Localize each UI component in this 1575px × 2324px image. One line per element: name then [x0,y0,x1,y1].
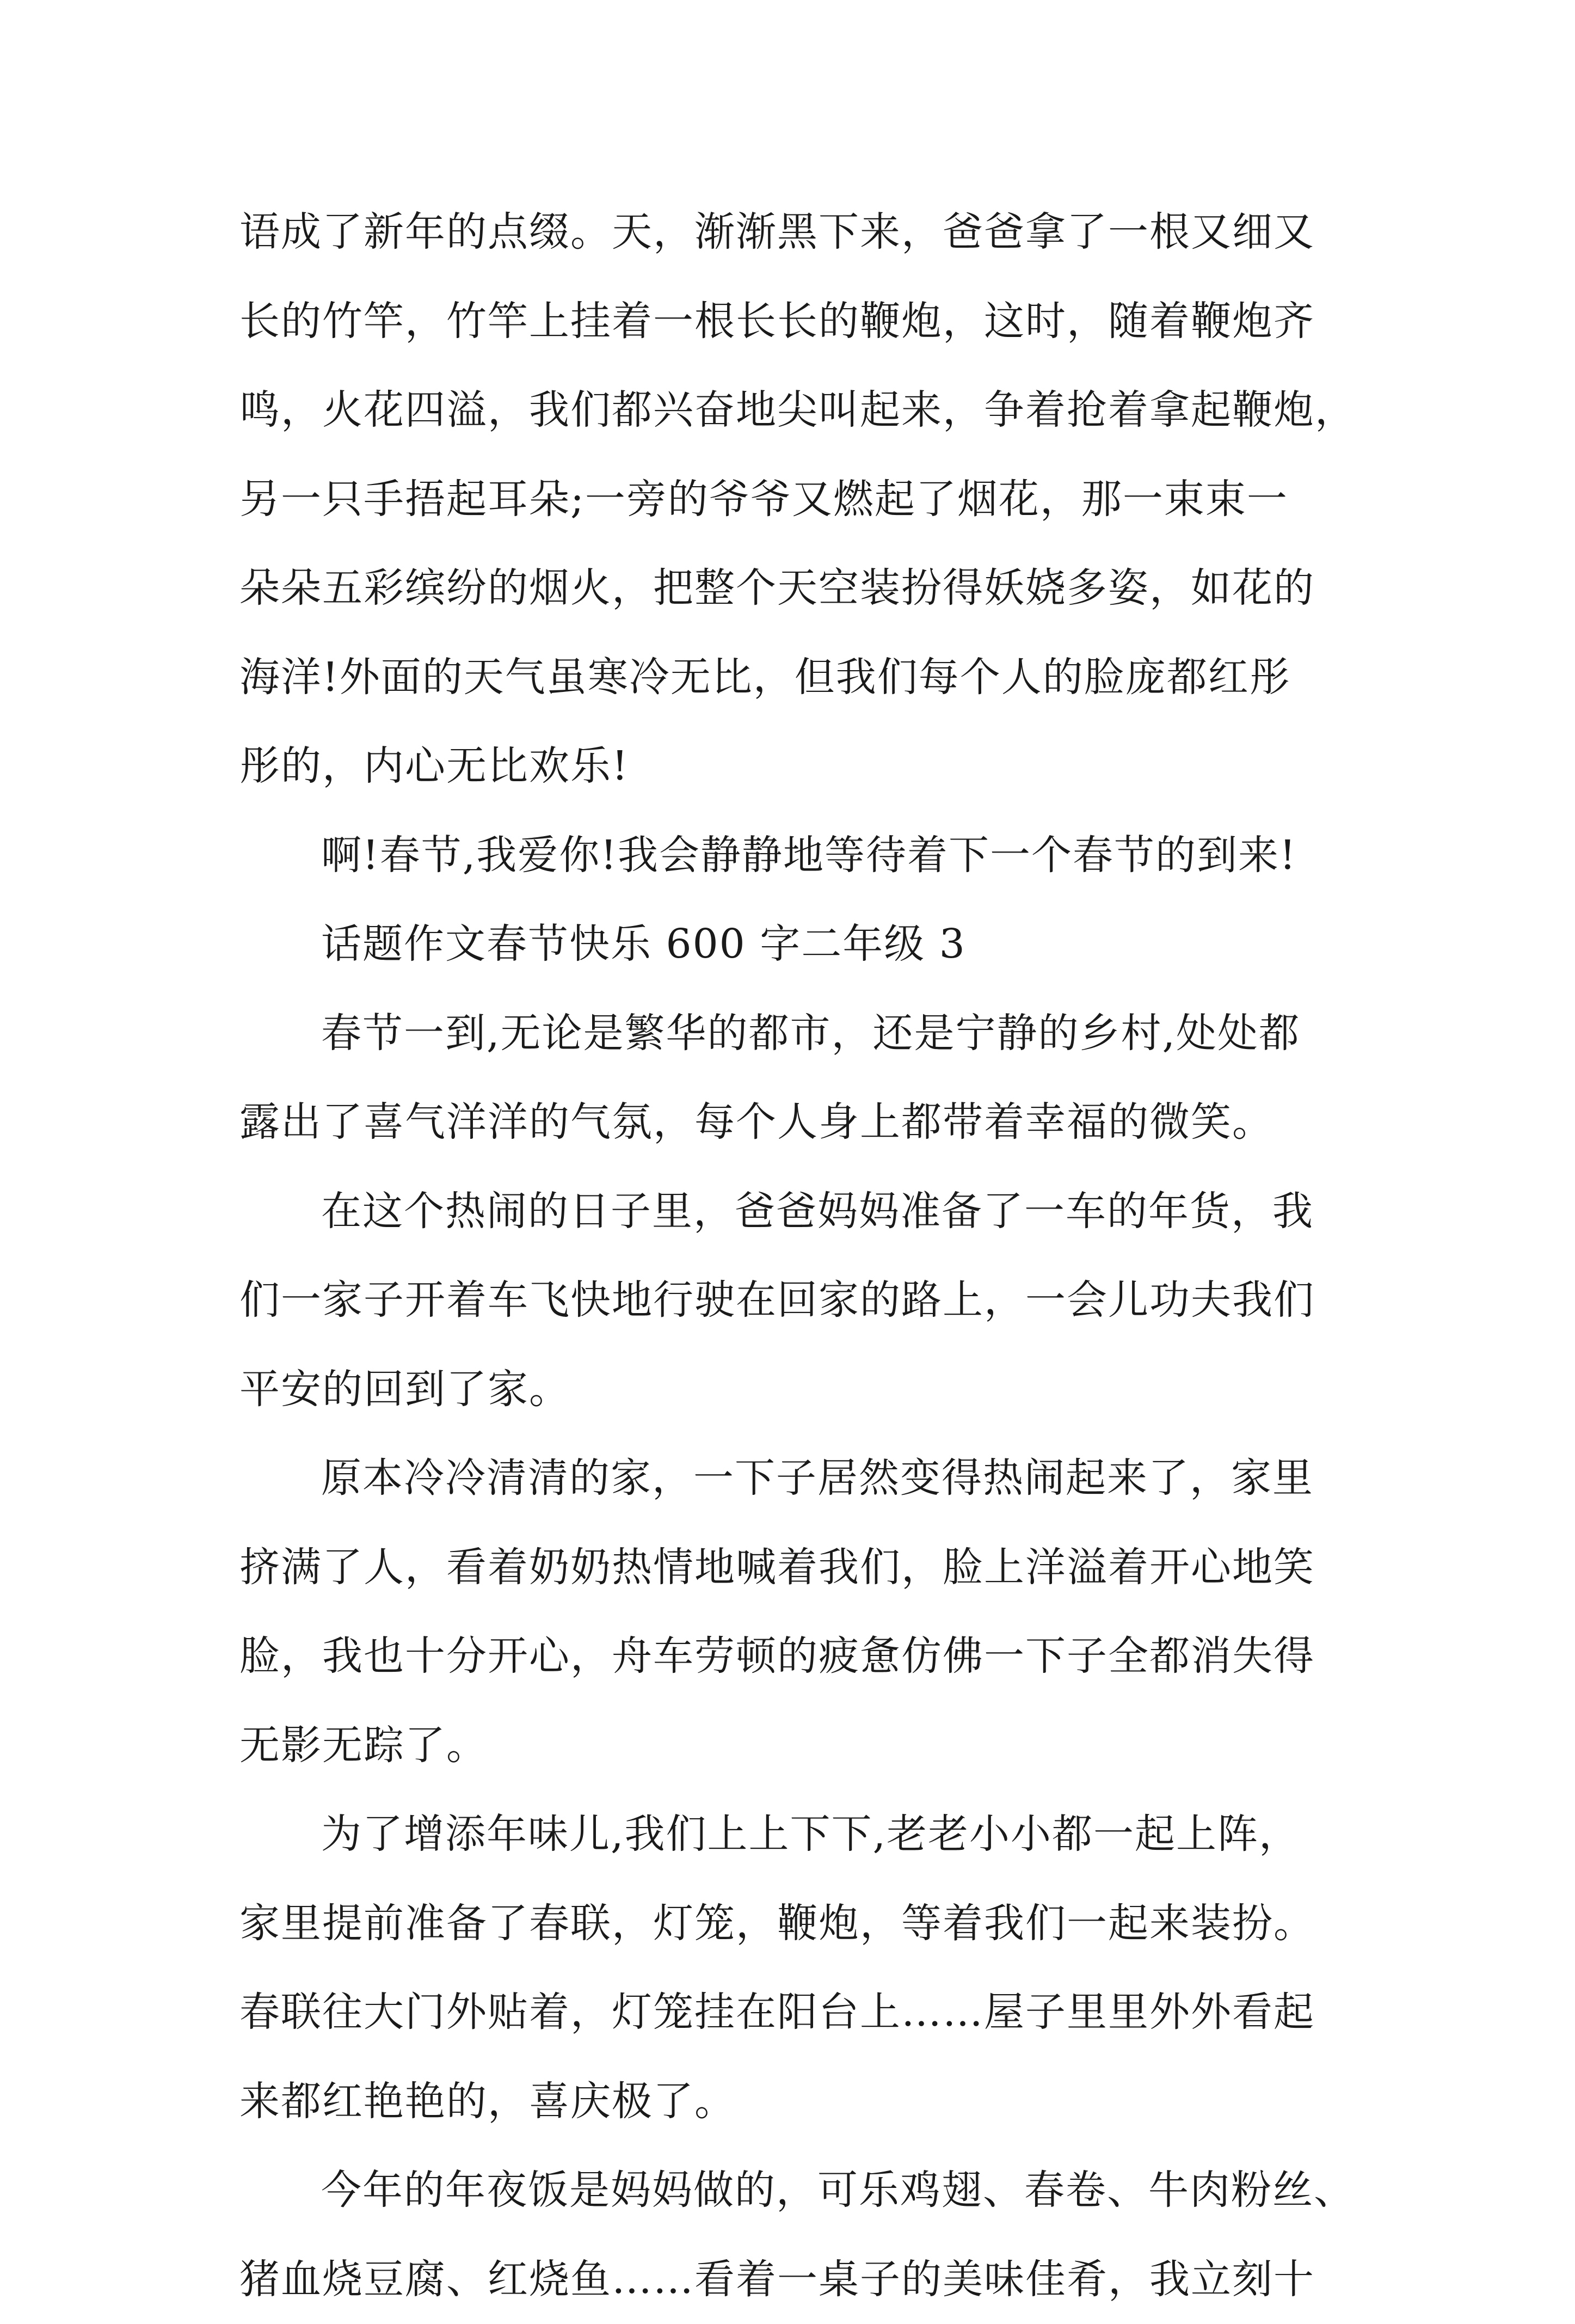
text-line: 海洋!外面的天气虽寒冷无比，但我们每个人的脸庞都红彤 [239,633,1344,722]
text-line: 露出了喜气洋洋的气氛，每个人身上都带着幸福的微笑。 [239,1078,1344,1167]
text-line: 原本冷冷清清的家，一下子居然变得热闹起来了，家里 [239,1434,1344,1523]
text-line: 家里提前准备了春联，灯笼，鞭炮，等着我们一起来装扮。 [239,1879,1344,1969]
text-line: 语成了新年的点缀。天，渐渐黑下来，爸爸拿了一根又细又 [239,188,1344,277]
document-body [239,188,1344,2324]
text-line: 另一只手捂起耳朵;一旁的爷爷又燃起了烟花，那一束束一 [239,455,1344,544]
text-line: 们一家子开着车飞快地行驶在回家的路上，一会儿功夫我们 [239,1256,1344,1345]
text-line: 啊!春节,我爱你!我会静静地等待着下一个春节的到来! [239,811,1344,900]
text-line: 今年的年夜饭是妈妈做的，可乐鸡翅、春卷、牛肉粉丝、 [239,2146,1344,2235]
text-line: 长的竹竿，竹竿上挂着一根长长的鞭炮，这时，随着鞭炮齐 [239,277,1344,366]
text-line: 脸，我也十分开心，舟车劳顿的疲惫仿佛一下子全都消失得 [239,1612,1344,1701]
text-line: 猪血烧豆腐、红烧鱼……看着一桌子的美味佳肴，我立刻十 [239,2235,1344,2324]
text-line: 鸣，火花四溢，我们都兴奋地尖叫起来，争着抢着拿起鞭炮， [239,366,1344,455]
text-line: 在这个热闹的日子里，爸爸妈妈准备了一车的年货，我 [239,1167,1344,1256]
text-line: 春节一到,无论是繁华的都市，还是宁静的乡村,处处都 [239,989,1344,1078]
text-line: 平安的回到了家。 [239,1345,1344,1434]
text-line: 为了增添年味儿,我们上上下下,老老小小都一起上阵， [239,1790,1344,1879]
text-line: 朵朵五彩缤纷的烟火，把整个天空装扮得妖娆多姿，如花的 [239,544,1344,633]
text-line: 春联往大门外贴着，灯笼挂在阳台上……屋子里里外外看起 [239,1968,1344,2057]
text-line: 彤的，内心无比欢乐! [239,722,1344,811]
text-line: 来都红艳艳的，喜庆极了。 [239,2057,1344,2147]
text-line: 无影无踪了。 [239,1701,1344,1790]
text-line: 话题作文春节快乐 600 字二年级 3 [239,900,1344,989]
text-line: 挤满了人，看着奶奶热情地喊着我们，脸上洋溢着开心地笑 [239,1523,1344,1612]
